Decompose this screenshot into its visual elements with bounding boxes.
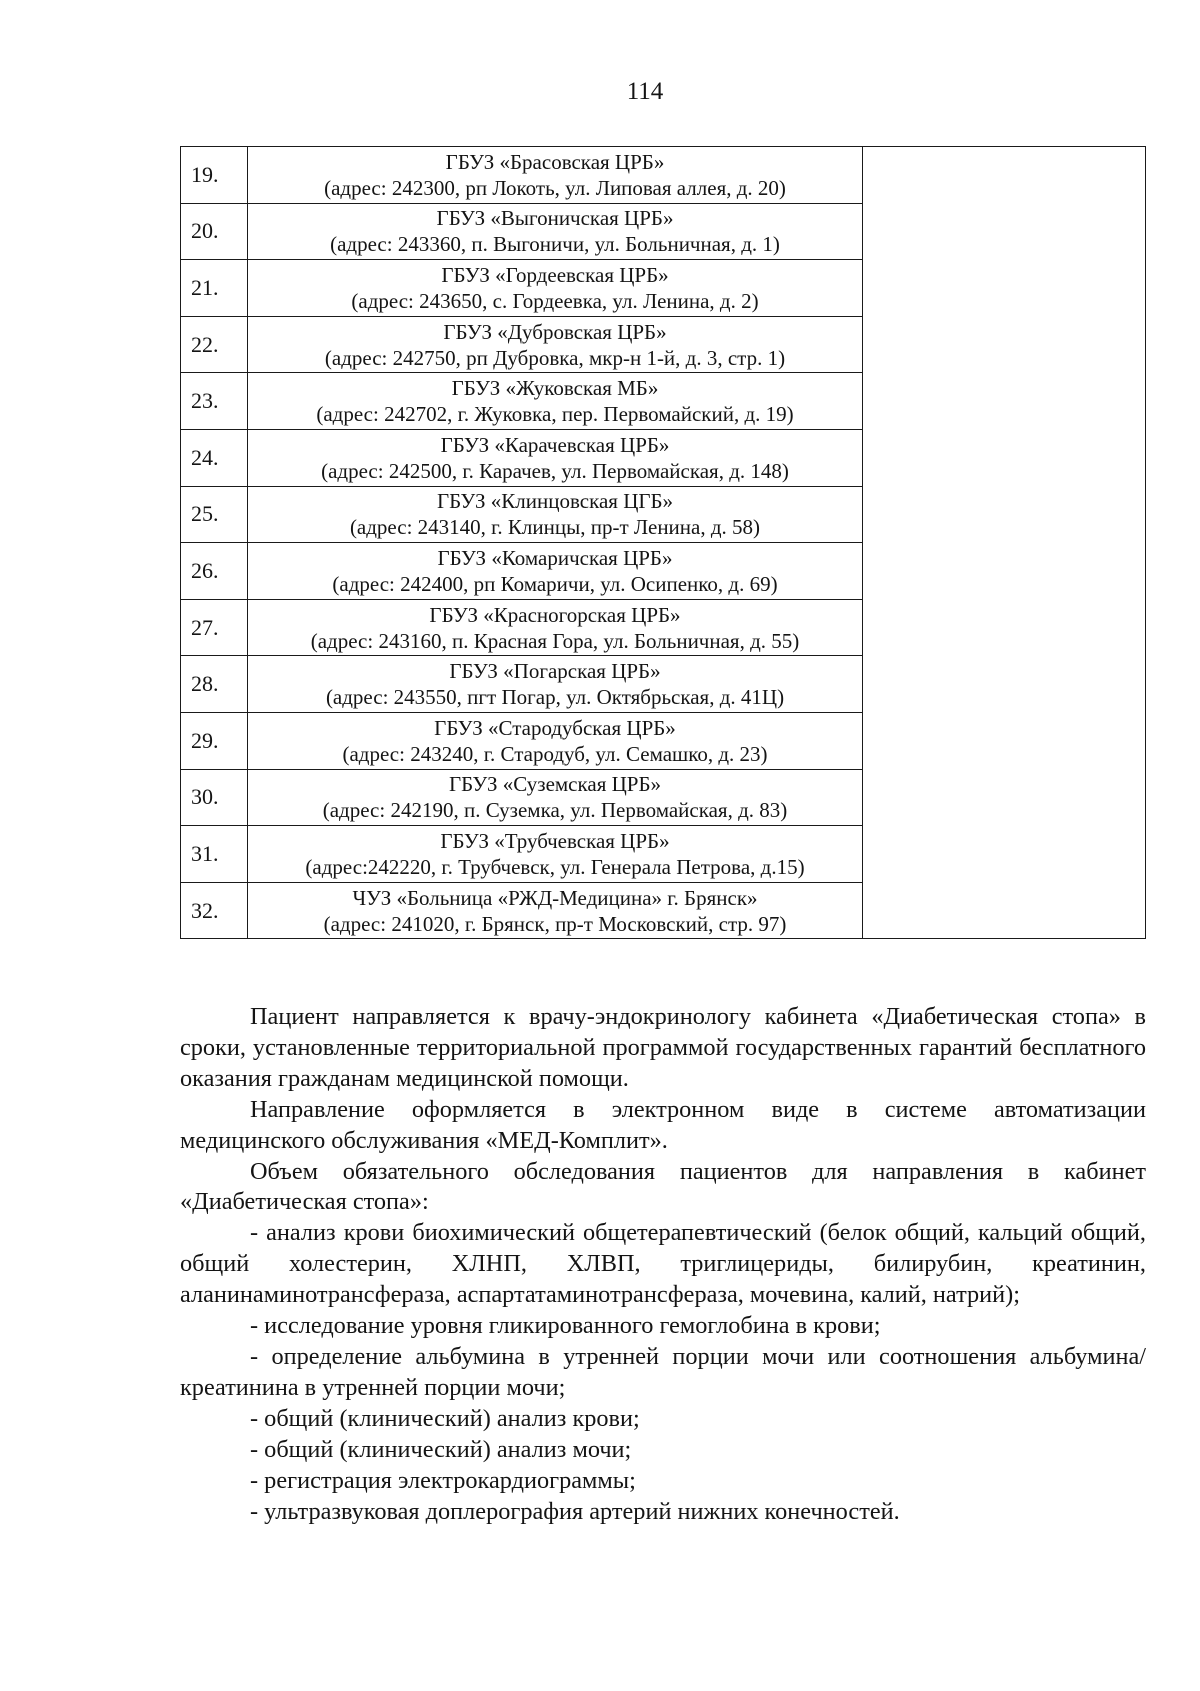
clinic-address: (адрес: 243360, п. Выгоничи, ул. Больничная, д. 1) [330,232,780,257]
exam-item: - анализ крови биохимический общетерапевтический (белок общий, кальций общий, общий холестерин, ХЛНП, ХЛВП, триглицериды, билирубин, креатинин, аланинаминотрансфераза, аспартатаминотрансфераза, мочевина, калий, натрий); [180,1219,1146,1309]
exam-item: - общий (клинический) анализ мочи; [250,1435,632,1463]
exam-item: - регистрация электрокардиограммы; [250,1466,636,1494]
row-number: 22. [181,316,248,373]
clinic-name: ГБУЗ «Брасовская ЦРБ» [445,149,665,174]
clinic-address: (адрес: 242190, п. Суземка, ул. Первомайская, д. 83) [322,798,788,823]
clinic-name: ГБУЗ «Трубчевская ЦРБ» [440,828,670,853]
page-number: 114 [626,78,664,105]
clinics-table-body [181,147,1146,939]
clinic-name: ГБУЗ «Клинцовская ЦГБ» [436,489,674,514]
clinic-address: (адрес: 243140, г. Клинцы, пр-т Ленина, д. 58) [349,515,761,540]
row-number: 27. [181,599,248,656]
paragraph-electronic-referral: Направление оформляется в электронном виде в системе автоматизации медицинского обслуживания «МЕД-Комплит». [180,1095,1146,1154]
clinic-address: (адрес: 243650, с. Гордеевка, ул. Ленина, д. 2) [351,288,759,313]
clinic-cell [248,429,863,486]
clinic-address: (адрес: 242702, г. Жуковка, пер. Первомайский, д. 19) [316,402,794,427]
clinic-address: (адрес: 242500, г. Карачев, ул. Первомайская, д. 148) [321,458,789,483]
body-text [180,1002,1146,1527]
clinic-address: (адрес:242220, г. Трубчевск, ул. Генерала Петрова, д.15) [305,854,805,879]
clinic-address: (адрес: 243240, г. Стародуб, ул. Семашко, д. 23) [342,741,768,766]
clinic-name: ГБУЗ «Погарская ЦРБ» [449,659,661,684]
row-number: 21. [181,260,248,317]
row-number: 30. [181,769,248,826]
clinic-address: (адрес: 241020, г. Брянск, пр-т Московский, стр. 97) [323,911,787,936]
row-number: 20. [181,203,248,260]
clinic-name: ГБУЗ «Красногорская ЦРБ» [429,602,681,627]
clinic-address: (адрес: 242750, рп Дубровка, мкр-н 1-й, д. 3, стр. 1) [324,345,786,370]
row-number: 19. [181,147,248,204]
paragraph-examination-scope: Объем обязательного обследования пациентов для направления в кабинет «Диабетическая стопа»: [180,1157,1146,1216]
row-number: 23. [181,373,248,430]
row-number: 31. [181,826,248,883]
clinic-cell [248,656,863,713]
row-number: 26. [181,543,248,600]
clinic-cell [248,486,863,543]
clinic-cell [248,543,863,600]
row-number: 28. [181,656,248,713]
clinic-address: (адрес: 243550, пгт Погар, ул. Октябрьская, д. 41Ц) [325,685,785,710]
clinic-cell [248,203,863,260]
table-row [181,147,1146,204]
clinic-cell [248,260,863,317]
clinic-name: ГБУЗ «Гордеевская ЦРБ» [441,262,669,287]
clinic-name: ГБУЗ «Карачевская ЦРБ» [440,432,670,457]
clinics-table [180,146,1146,939]
clinic-name: ЧУЗ «Больница «РЖД-Медицина» г. Брянск» [352,885,758,910]
clinic-address: (адрес: 242400, рп Комаричи, ул. Осипенко, д. 69) [332,571,778,596]
row-number: 24. [181,429,248,486]
clinic-name: ГБУЗ «Суземская ЦРБ» [448,772,662,797]
clinic-address: (адрес: 243160, п. Красная Гора, ул. Больничная, д. 55) [310,628,800,653]
row-number: 32. [181,882,248,939]
clinic-address: (адрес: 242300, рп Локоть, ул. Липовая аллея, д. 20) [324,175,786,200]
clinic-name: ГБУЗ «Дубровская ЦРБ» [443,319,667,344]
clinic-cell [248,599,863,656]
clinic-cell [248,316,863,373]
exam-item: - общий (клинический) анализ крови; [250,1404,640,1432]
exam-item: - исследование уровня гликированного гемоглобина в крови; [250,1312,881,1340]
clinic-cell [248,373,863,430]
clinic-cell [248,147,863,204]
clinic-name: ГБУЗ «Жуковская МБ» [451,376,659,401]
clinic-cell [248,712,863,769]
clinic-cell [248,769,863,826]
row-number: 29. [181,712,248,769]
clinic-name: ГБУЗ «Выгоничская ЦРБ» [436,206,674,231]
clinic-cell [248,826,863,883]
paragraph-referral: Пациент направляется к врачу-эндокринологу кабинета «Диабетическая стопа» в сроки, установленные территориальной программой государственных гарантий бесплатного оказания гражданам медицинской помощи. [180,1003,1146,1092]
exam-item: - определение альбумина в утренней порции мочи или соотношения альбумина/креатинина в утренней порции мочи; [180,1342,1146,1401]
clinic-name: ГБУЗ «Стародубская ЦРБ» [434,715,676,740]
blank-column [863,147,1146,939]
row-number: 25. [181,486,248,543]
clinic-name: ГБУЗ «Комаричская ЦРБ» [437,545,673,570]
exam-item: - ультразвуковая доплерография артерий нижних конечностей. [250,1497,900,1525]
clinic-cell [248,882,863,939]
